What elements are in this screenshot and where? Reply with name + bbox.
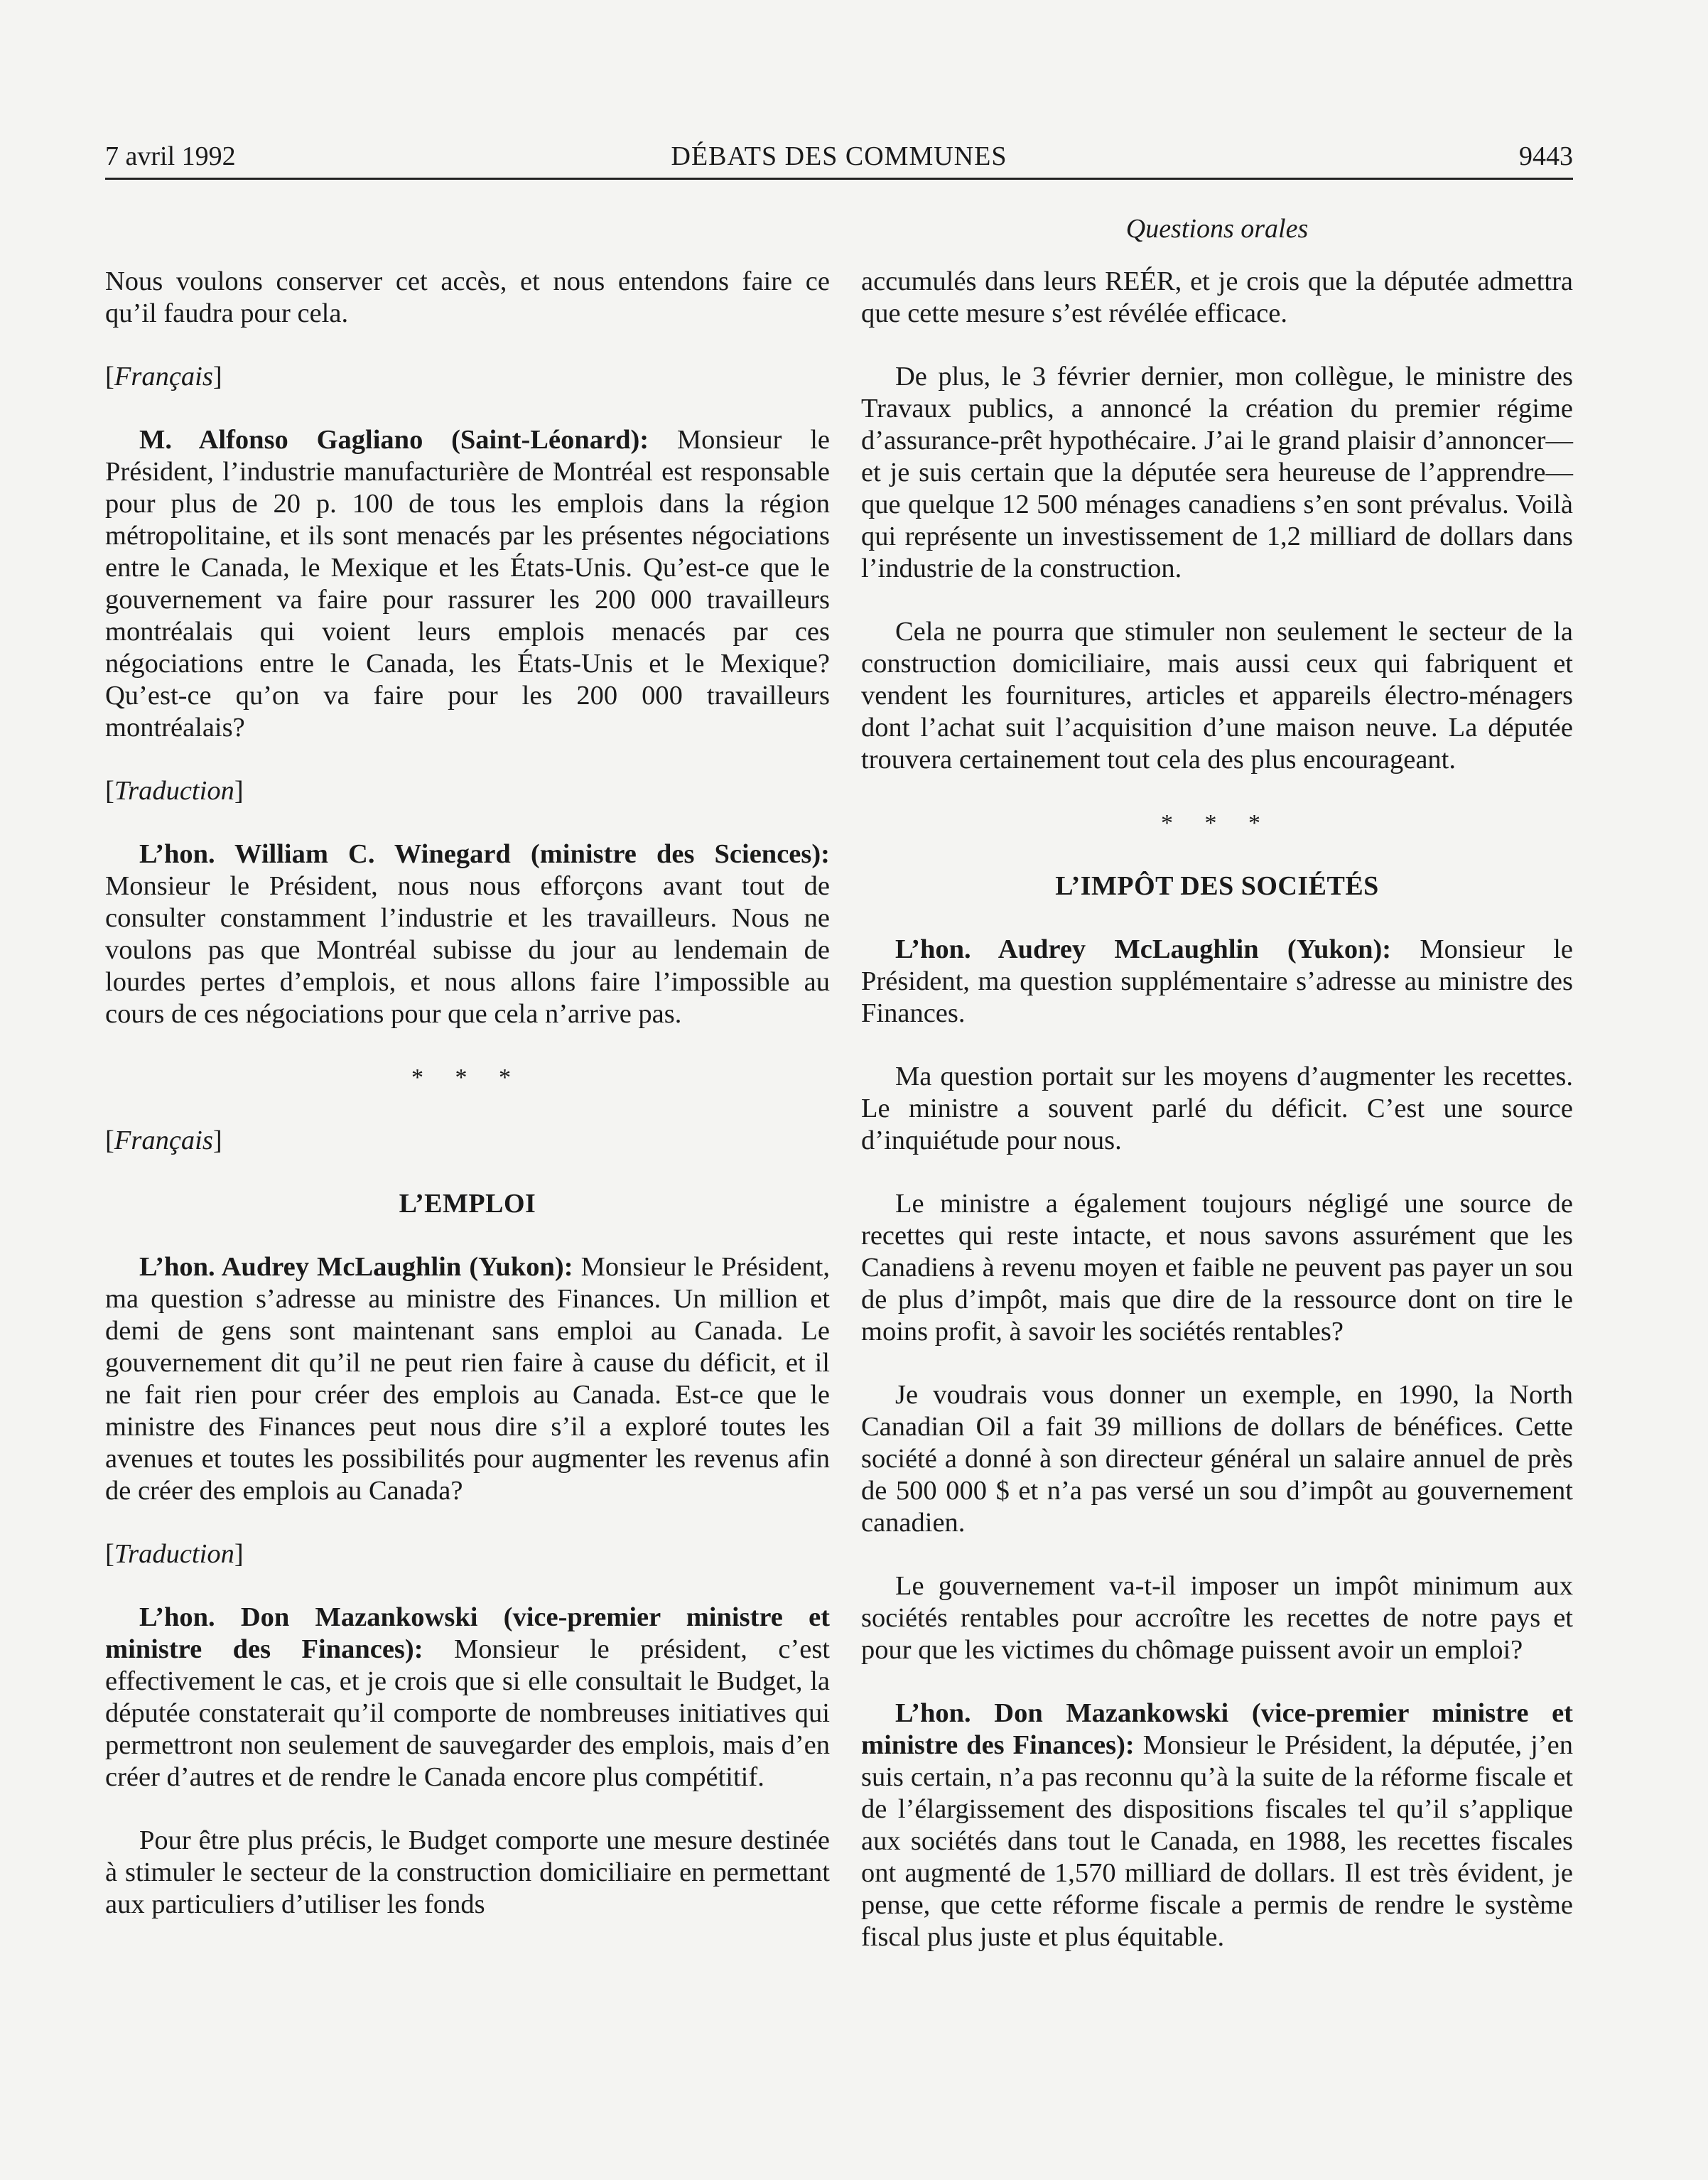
paragraph: De plus, le 3 février dernier, mon collègue, le ministre des Travaux publics, a annoncé la création du premier régime d’assurance-prêt hypothécaire. J’ai le grand plaisir d’annoncer—et je suis certain que la députée sera heureuse de l’apprendre—que quelque 12 500 ménages canadiens s’en sont prévalus. Voilà qui représente un investissement de 1,2 milliard de dollars dans l’industrie de la construction. [861, 362, 1573, 583]
speech-paragraph: L’hon. Don Mazankowski (vice-premier ministre et ministre des Finances): Monsieur le président, c’est effectivement le cas, et je crois que si elle consultait le Budget, la députée constaterait qu’il comporte de nombreuses initiatives qui permettront non seulement de sauvegarder des emplois, mais d’en créer d’autres et de rendre le Canada encore plus compétitif. [105, 1602, 830, 1792]
paragraph: Cela ne pourra que stimuler non seulement le secteur de la construction domiciliaire, mais aussi ceux qui fabriquent et vendent les fournitures, articles et appareils électro-ménagers dont l’achat suit l’acquisition d’une maison neuve. La députée trouvera certainement tout cela des plus encourageant. [861, 617, 1573, 775]
section-separator: * * * [1161, 810, 1273, 836]
speaker-name: L’hon. Audrey McLaughlin (Yukon): [139, 1252, 573, 1282]
language-tag: [Traduction] [105, 1539, 244, 1569]
speech-paragraph: M. Alfonso Gagliano (Saint-Léonard): Monsieur le Président, l’industrie manufacturière de Montréal est responsable pour plus de 20 p. 100 de tous les emplois dans la région métropolitaine, et ils sont menacés par les présentes négociations entre le Canada, le Mexique et les États-Unis. Qu’est-ce que le gouvernement va faire pour rassurer les 200 000 travailleurs montréalais qui voient leurs emplois menacés par ces négociations entre le Canada, les États-Unis et le Mexique? Qu’est-ce qu’on va faire pour les 200 000 travailleurs montréalais? [105, 425, 831, 743]
language-tag: [Traduction] [105, 776, 244, 806]
section-heading: L’IMPÔT DES SOCIÉTÉS [1055, 871, 1379, 901]
language-tag: [Français] [105, 362, 222, 392]
speech-paragraph: L’hon. Don Mazankowski (vice-premier ministre et ministre des Finances): Monsieur le Président, la députée, j’en suis certain, n’a pas reconnu qu’à la suite de la réforme fiscale et de l’élargissement des dispositions fiscales tel qu’il s’applique aux sociétés dans tout le Canada, en 1988, les recettes fiscales ont augmenté de 1,570 milliard de dollars. Il est très évident, je pense, que cette réforme fiscale a permis de rendre le système fiscal plus juste et plus équitable. [861, 1698, 1574, 1952]
speech-paragraph: L’hon. Audrey McLaughlin (Yukon): Monsieur le Président, ma question s’adresse au ministre des Finances. Un million et demi de gens sont maintenant sans emploi au Canada. Le gouvernement dit qu’il ne peut rien faire à cause du déficit, et il ne fait rien pour créer des emplois au Canada. Est-ce que le ministre des Finances peut nous dire s’il a exploré toutes les avenues et toutes les possibilités pour augmenter les revenus afin de créer des emplois au Canada? [105, 1252, 830, 1506]
paragraph: accumulés dans leurs REÉR, et je crois que la députée admettra que cette mesure s’est révélée efficace. [861, 266, 1573, 328]
language-tag: [Français] [105, 1126, 222, 1155]
paragraph: Le ministre a également toujours négligé une source de recettes qui reste intacte, et nous savons assurément que les Canadiens à revenu moyen et faible ne peuvent pas payer un sou de plus d’impôt, mais que dire de la ressource dont on tire le moins profit, à savoir les sociétés rentables? [861, 1189, 1573, 1347]
speaker-name: M. Alfonso Gagliano (Saint-Léonard): [139, 425, 649, 455]
speaker-name: L’hon. Don Mazankowski (vice-premier ministre et ministre des Finances): [861, 1698, 1573, 1760]
speech-paragraph: L’hon. William C. Winegard (ministre des Sciences): Monsieur le Président, nous nous efforçons avant tout de consulter constamment l’industrie et les travailleurs. Nous ne voulons pas que Montréal subisse du jour au lendemain de lourdes pertes d’emplois, et nous allons faire l’impossible au cours de ces négociations pour que cela n’arrive pas. [105, 839, 830, 1029]
section-separator: * * * [411, 1064, 524, 1091]
speaker-name: L’hon. Don Mazankowski (vice-premier ministre et ministre des Finances): [105, 1602, 830, 1664]
paragraph: Ma question portait sur les moyens d’augmenter les recettes. Le ministre a souvent parlé du déficit. C’est une source d’inquiétude pour nous. [861, 1062, 1573, 1155]
right-column [861, 266, 1573, 1985]
speech-paragraph: L’hon. Audrey McLaughlin (Yukon): Monsieur le Président, ma question supplémentaire s’adresse au ministre des Finances. [861, 934, 1573, 1028]
running-head: Questions orales [1125, 214, 1309, 244]
speaker-name: L’hon. William C. Winegard (ministre des Sciences): [139, 839, 830, 869]
paragraph: Pour être plus précis, le Budget comporte une mesure destinée à stimuler le secteur de la construction domiciliaire en permettant aux particuliers d’utiliser les fonds [105, 1825, 830, 1919]
header-date: 7 avril 1992 [105, 141, 236, 171]
page-number: 9443 [1519, 141, 1573, 171]
page-header [105, 135, 1573, 180]
paragraph: Je voudrais vous donner un exemple, en 1990, la North Canadian Oil a fait 39 millions de dollars de bénéfices. Cette société a donné à son directeur général un salaire annuel de près de 500 000 $ et n’a pas versé un sou d’impôt au gouvernement canadien. [861, 1380, 1573, 1538]
paragraph: Le gouvernement va-t-il imposer un impôt minimum aux sociétés rentables pour accroître les recettes de notre pays et pour que les victimes du chômage puissent avoir un emploi? [861, 1571, 1573, 1665]
left-column [105, 266, 830, 1952]
section-heading: L’EMPLOI [399, 1189, 536, 1219]
header-title: DÉBATS DES COMMUNES [671, 141, 1007, 171]
speaker-name: L’hon. Audrey McLaughlin (Yukon): [895, 934, 1392, 964]
paragraph: Nous voulons conserver cet accès, et nous entendons faire ce qu’il faudra pour cela. [105, 266, 830, 328]
